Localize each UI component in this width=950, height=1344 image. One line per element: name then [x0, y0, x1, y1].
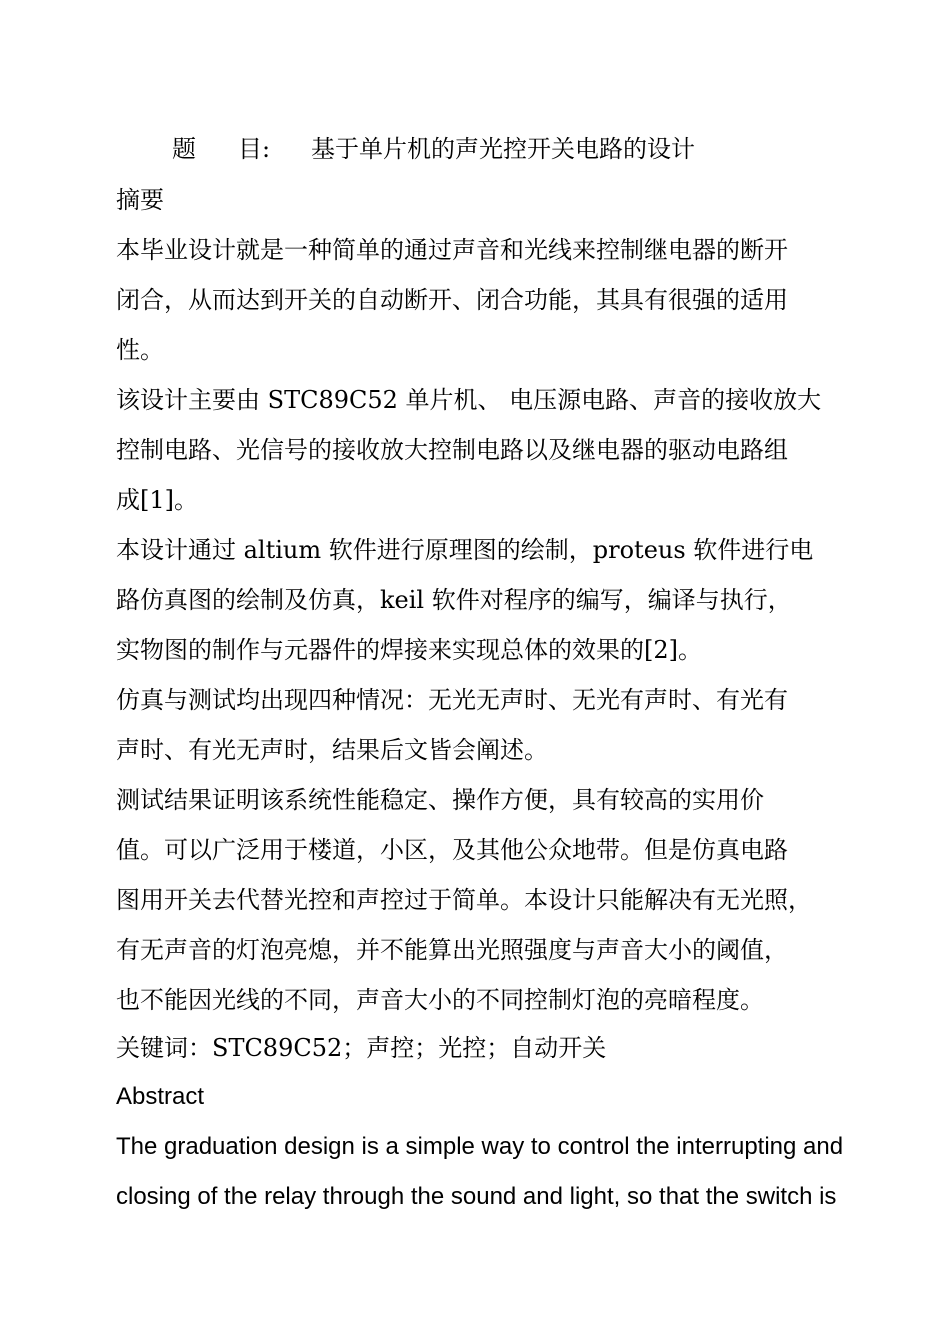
abstract-line-8: 路仿真图的绘制及仿真，keil 软件对程序的编写，编译与执行，	[116, 586, 792, 614]
abstract-en-line-1: The graduation design is a simple way to control the interrupting and	[116, 1133, 844, 1160]
abstract-line-3: 性。	[116, 336, 164, 364]
abstract-line-1: 本毕业设计就是一种简单的通过声音和光线来控制继电器的断开	[116, 236, 788, 264]
abstract-line-10: 仿真与测试均出现四种情况：无光无声时、无光有声时、有光有	[116, 686, 788, 714]
keywords-line: 关键词：STC89C52；声控；光控；自动开关	[116, 1034, 607, 1062]
title-label-char1: 题	[172, 135, 196, 163]
abstract-line-7: 本设计通过 altium 软件进行原理图的绘制，proteus 软件进行电	[116, 536, 814, 564]
abstract-heading-cn: 摘要	[116, 186, 164, 214]
abstract-line-14: 图用开关去代替光控和声控过于简单。本设计只能解决有无光照，	[116, 886, 812, 914]
abstract-en-line-2: closing of the relay through the sound and light, so that the switch is	[116, 1183, 837, 1210]
abstract-line-4: 该设计主要由 STC89C52 单片机、 电压源电路、声音的接收放大	[116, 386, 822, 414]
title-label-char2: 目:	[238, 135, 271, 163]
abstract-line-13: 值。可以广泛用于楼道，小区，及其他公众地带。但是仿真电路	[116, 836, 788, 864]
abstract-line-11: 声时、有光无声时，结果后文皆会阐述。	[116, 736, 548, 764]
abstract-line-12: 测试结果证明该系统性能稳定、操作方便，具有较高的实用价	[116, 786, 764, 814]
abstract-line-2: 闭合，从而达到开关的自动断开、闭合功能，其具有很强的适用	[116, 286, 788, 314]
abstract-line-6: 成[1]。	[116, 486, 198, 514]
abstract-line-5: 控制电路、光信号的接收放大控制电路以及继电器的驱动电路组	[116, 436, 788, 464]
abstract-heading-en: Abstract	[116, 1083, 205, 1110]
abstract-line-16: 也不能因光线的不同，声音大小的不同控制灯泡的亮暗程度。	[116, 986, 764, 1014]
document-title: 基于单片机的声光控开关电路的设计	[311, 135, 695, 163]
abstract-line-15: 有无声音的灯泡亮熄，并不能算出光照强度与声音大小的阈值，	[116, 936, 788, 964]
abstract-line-9: 实物图的制作与元器件的焊接来实现总体的效果的[2]。	[116, 636, 702, 664]
